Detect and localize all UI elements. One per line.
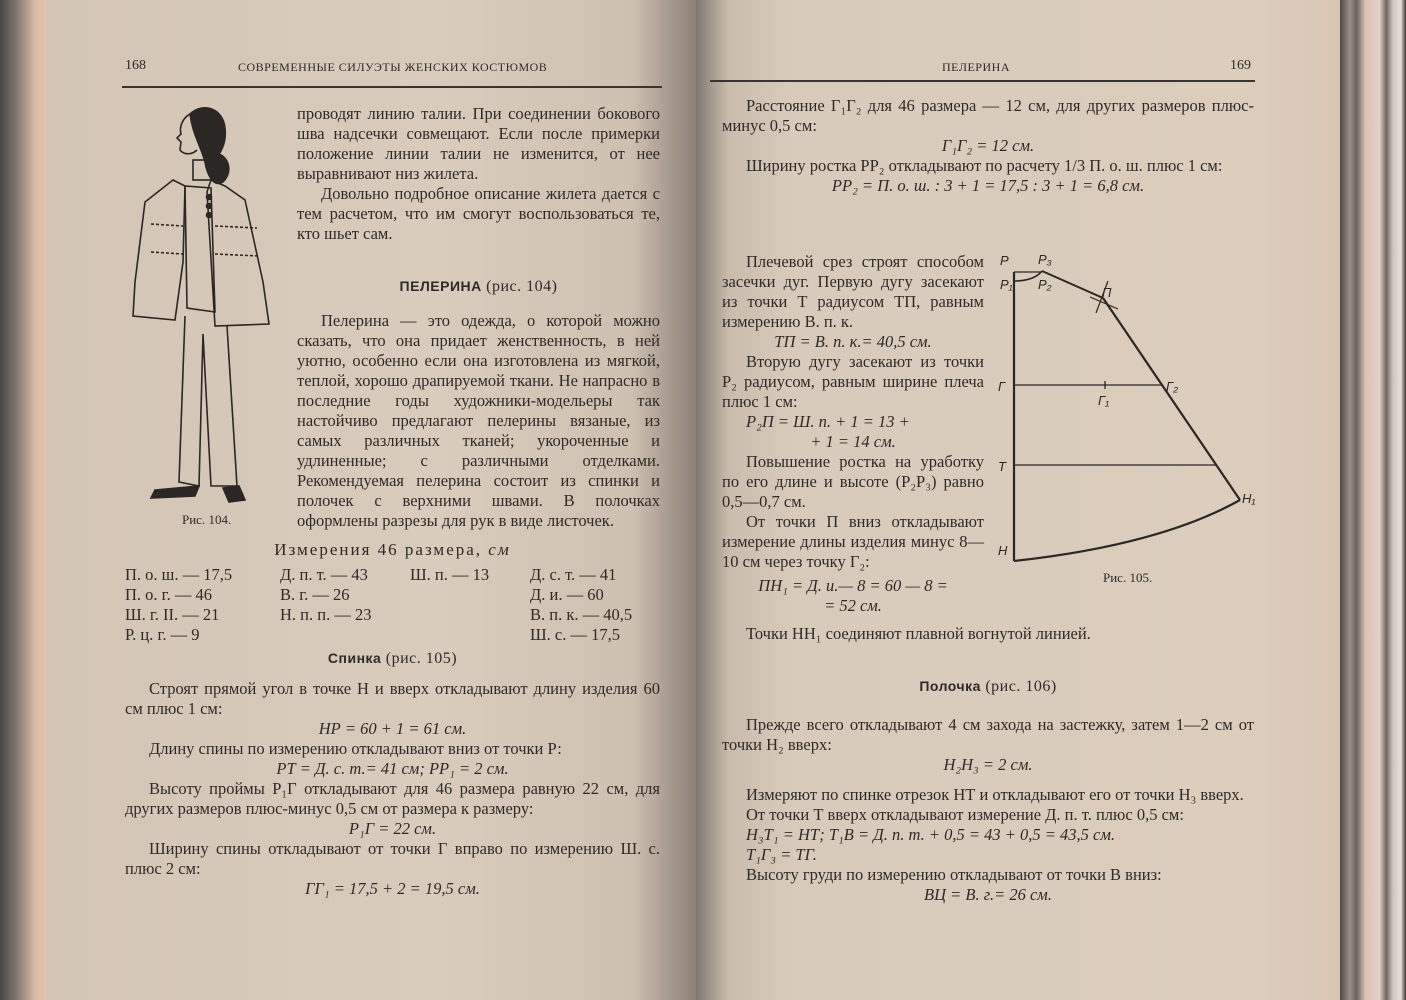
paragraph: Ширину спины откладывают от точки Г вправо по измерению Ш. с. плюс 2 см: — [125, 839, 660, 878]
formula: Р₂П = Ш. п. + 1 = 13 + — [746, 412, 910, 431]
paragraph: Ширину ростка РР₂ откладывают по расчету 1/3 П. о. ш. плюс 1 см: — [746, 156, 1223, 175]
running-head-left: СОВРЕМЕННЫЕ СИЛУЭТЫ ЖЕНСКИХ КОСТЮМОВ — [238, 60, 548, 74]
formula: = 52 см. — [824, 596, 882, 615]
measurement-cell: Ш. п. — 13 — [410, 565, 490, 584]
formula: ГГ₁ = 17,5 + 2 = 19,5 см. — [305, 879, 480, 898]
intro-paragraph-1: проводят линию талии. При соединении бокового шва надсечки совмещают. Если после примерки положение линии талии не изменится, от нее выравнивают низ жилета. — [297, 104, 660, 183]
formula: ПН₁ = Д. и.— 8 = 60 — 8 = — [758, 576, 948, 595]
paragraph: Вторую дугу засекают из точки Р₂ радиусом, равным ширине плеча плюс 1 см: — [722, 352, 984, 411]
pelerina-section — [297, 276, 660, 531]
cape-right — [207, 180, 269, 326]
label-p: Р — [1000, 253, 1009, 268]
paragraph: Повышение ростка на уработку по его длине и высоте (Р₂Р₃) равно 0,5—0,7 см. — [722, 452, 984, 511]
measurement-cell — [280, 625, 410, 645]
right-shoe — [223, 486, 245, 502]
paragraph: Точки НН₁ соединяют плавной вогнутой линией. — [746, 624, 1091, 643]
formula: РР₂ = П. о. ш. : 3 + 1 = 17,5 : 3 + 1 = 6,8 см. — [831, 176, 1145, 195]
measurement-cell: В. п. к. — 40,5 — [530, 605, 633, 624]
formula: НР = 60 + 1 = 61 см. — [318, 719, 467, 738]
subsection-heading-back — [125, 648, 660, 669]
measurement-cell — [410, 585, 530, 605]
measurements-unit: см — [488, 540, 511, 559]
front-section — [722, 624, 1254, 905]
paragraph: Высоту проймы Р₁Г откладывают для 46 размера равную 22 см, для других размеров плюс-минус 0,5 см от размера к размеру: — [125, 779, 660, 818]
measurement-cell: Р. ц. г. — 9 — [125, 625, 200, 644]
section-heading-pelerina — [297, 276, 660, 297]
intro-text — [297, 104, 660, 244]
measurement-cell: Д. п. т. — 43 — [280, 565, 368, 584]
paragraph: Высоту груди по измерению откладывают от точки В вниз: — [746, 865, 1162, 884]
button — [207, 213, 212, 218]
label-t: Т — [998, 459, 1006, 474]
measurement-cell: Н. п. п. — 23 — [280, 605, 372, 624]
book-right-edge — [1340, 0, 1406, 1000]
pattern-diagram-back — [990, 245, 1270, 575]
label-g1: Г₁ — [1098, 393, 1110, 408]
left-shoe — [151, 486, 199, 498]
measurement-cell: Д. и. — 60 — [530, 585, 604, 604]
pelerina-description: Пелерина — это одежда, о которой можно сказать, что она придает женственность, в ней уютно, особенно если она изготовлена из мягкой, теплой, хорошо драпируемой ткани. Не напрасно в последние годы художники-модельеры так настойчиво предлагают пелерины вязаные, из самых различных тканей; укороченные и удлиненные; с различными отделками. Рекомендуемая пелерина состоит из спинки и полочек с верхними швами. В полочках оформлены разрезы для рук в виде листочек. — [297, 311, 660, 530]
paragraph: Плечевой срез строят способом засечки дуг. Первую дугу засекают из точки Т радиусом ТП, равным измерению В. п. к. — [722, 252, 984, 331]
button — [207, 204, 212, 209]
header-rule-left — [122, 86, 662, 88]
back-section — [125, 648, 660, 899]
measurement-cell: П. о. ш. — 17,5 — [125, 565, 233, 584]
label-g: Г — [998, 379, 1006, 394]
label-p1: Р₁ — [1000, 277, 1013, 292]
measurement-cell — [410, 625, 530, 645]
measurement-cell: В. г. — 26 — [280, 585, 350, 604]
formula: РТ = Д. с. т.= 41 см; РР₁ = 2 см. — [276, 759, 509, 778]
formula: Р₁Г = 22 см. — [348, 819, 437, 838]
subsection-title: Спинка — [327, 650, 382, 666]
measurements-heading — [125, 540, 660, 560]
side-seam — [1103, 298, 1240, 500]
paragraph: Строят прямой угол в точке Н и вверх откладывают длину изделия 60 см плюс 1 см: — [125, 679, 660, 718]
label-g2: Г₂ — [1166, 379, 1179, 394]
measurement-cell: Ш. с. — 17,5 — [530, 625, 620, 644]
formula: ТП = В. п. к.= 40,5 см. — [774, 332, 932, 351]
hem-curve — [1014, 500, 1240, 561]
hair — [190, 108, 229, 184]
formula: Г₁Г₂ = 12 см. — [941, 136, 1035, 155]
formula: Н₃Т₁ = НТ; Т₁В = Д. п. т. + 0,5 = 43 + 0,5 = 43,5 см. — [746, 825, 1115, 844]
label-h1: Н₁ — [1242, 491, 1256, 506]
measurement-cell: Д. с. т. — 41 — [530, 565, 617, 584]
figure-104-caption: Рис. 104. — [182, 512, 232, 527]
label-p2: Р₂ — [1038, 277, 1052, 292]
formula: Т₁Г₃ = ТГ. — [746, 845, 817, 864]
book-left-edge — [0, 0, 46, 1000]
trousers — [179, 316, 237, 486]
formula: ВЦ = В. г.= 26 см. — [924, 885, 1052, 904]
page-number-right: 169 — [1230, 58, 1251, 73]
button — [207, 195, 212, 200]
running-head-right: ПЕЛЕРИНА — [942, 60, 1010, 74]
label-h: Н — [998, 543, 1008, 558]
shoulder-construction — [722, 252, 984, 616]
subsection-ref: (рис. 105) — [385, 650, 458, 667]
paragraph: Измеряют по спинке отрезок НТ и откладывают его от точки Н₃ вверх. — [746, 785, 1244, 804]
subsection-heading-front — [722, 676, 1254, 697]
label-p3: Р₃ — [1038, 252, 1052, 267]
paragraph: Длину спины по измерению откладывают вниз от точки Р: — [149, 739, 562, 758]
measurements-title: Измерения 46 размера, — [274, 540, 483, 559]
measurement-cell: Ш. г. II. — 21 — [125, 605, 220, 624]
measurement-cell — [410, 605, 530, 625]
formula: Н₂Н₃ = 2 см. — [943, 755, 1033, 774]
page-number-left: 168 — [125, 58, 146, 73]
paragraph: От точки Т вверх откладывают измерение Д. п. т. плюс 0,5 см: — [746, 805, 1184, 824]
header-rule-right — [710, 80, 1255, 82]
paragraph: Расстояние Г₁Г₂ для 46 размера — 12 см, для других размеров плюс-минус 0,5 см: — [722, 96, 1254, 135]
cape-left — [133, 180, 185, 320]
measurement-cell: П. о. г. — 46 — [125, 585, 212, 604]
paragraph: От точки П вниз откладывают измерение длины изделия минус 8—10 см через точку Г₂: — [722, 512, 984, 571]
label-pi: П — [1102, 285, 1112, 300]
section-title: ПЕЛЕРИНА — [399, 278, 482, 294]
figure-105-caption: Рис. 105. — [1103, 570, 1153, 585]
formula: + 1 = 14 см. — [810, 432, 896, 451]
fashion-illustration — [115, 102, 290, 512]
subsection-title: Полочка — [919, 678, 981, 694]
right-intro — [722, 96, 1254, 196]
paragraph: Прежде всего откладывают 4 см захода на застежку, затем 1—2 см от точки Н₂ вверх: — [722, 715, 1254, 754]
intro-paragraph-2: Довольно подробное описание жилета дается с тем расчетом, что им смогут воспользоваться те, кто шьет сам. — [297, 184, 660, 243]
section-ref: (рис. 104) — [486, 278, 558, 295]
cape-stitching — [151, 224, 259, 256]
measurements-table — [125, 565, 645, 645]
subsection-ref: (рис. 106) — [985, 678, 1057, 695]
